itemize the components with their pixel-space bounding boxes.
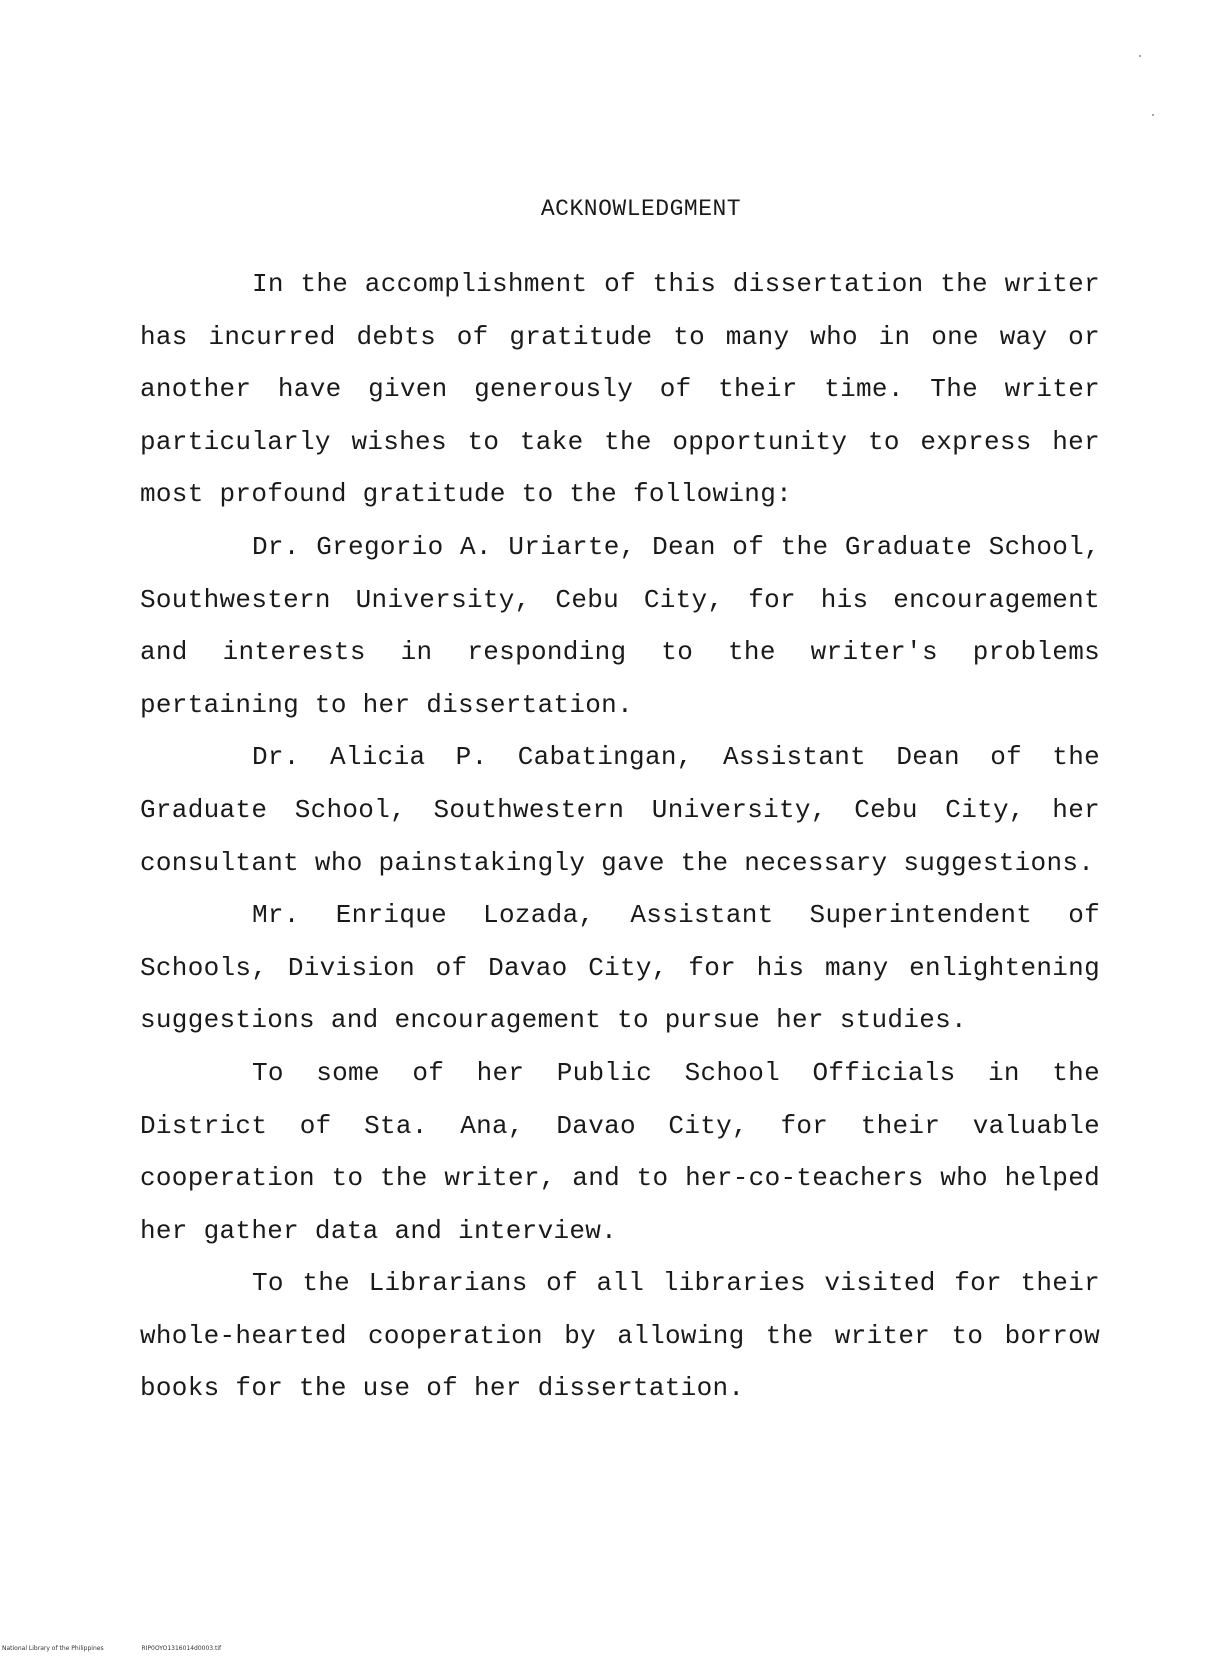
scan-speck	[1139, 55, 1141, 57]
scan-speck	[1152, 114, 1154, 116]
page-title: ACKNOWLEDGMENT	[540, 196, 742, 222]
scan-footer	[2, 1645, 221, 1652]
paragraph-librarians: To the Librarians of all libraries visited for their whole-hearted cooperation by allowing the writer to borrow books for the use of her dissertation.	[140, 1268, 1100, 1404]
paragraph-cabatingan: Dr. Alicia P. Cabatingan, Assistant Dean of the Graduate School, Southwestern University, Cebu City, her consultant who painstakingly gave the necessary suggestions.	[140, 742, 1100, 878]
paragraph-lozada: Mr. Enrique Lozada, Assistant Superintendent of Schools, Division of Davao City, for his many enlightening suggestions and encouragement to pursue her studies.	[140, 900, 1100, 1036]
paragraph-intro: In the accomplishment of this dissertation the writer has incurred debts of gratitude to many who in one way or another have given generously of their time. The writer particularly wishes to take the opportunity to express her most profound gratitude to the following:	[140, 269, 1100, 510]
acknowledgment-body	[140, 258, 1100, 1415]
footer-source: National Library of the Philippines	[2, 1645, 104, 1652]
footer-file-id: RIP0OYO1316014d0003.tif	[141, 1645, 222, 1652]
paragraph-uriarte: Dr. Gregorio A. Uriarte, Dean of the Graduate School, Southwestern University, Cebu City, for his encouragement and interests in responding to the writer's problems pertaining to her dissertation.	[140, 531, 1100, 720]
paragraph-school-officials: To some of her Public School Officials in the District of Sta. Ana, Davao City, for their valuable cooperation to the writer, and to her-co-teachers who helped her gather data and interview.	[140, 1057, 1100, 1246]
